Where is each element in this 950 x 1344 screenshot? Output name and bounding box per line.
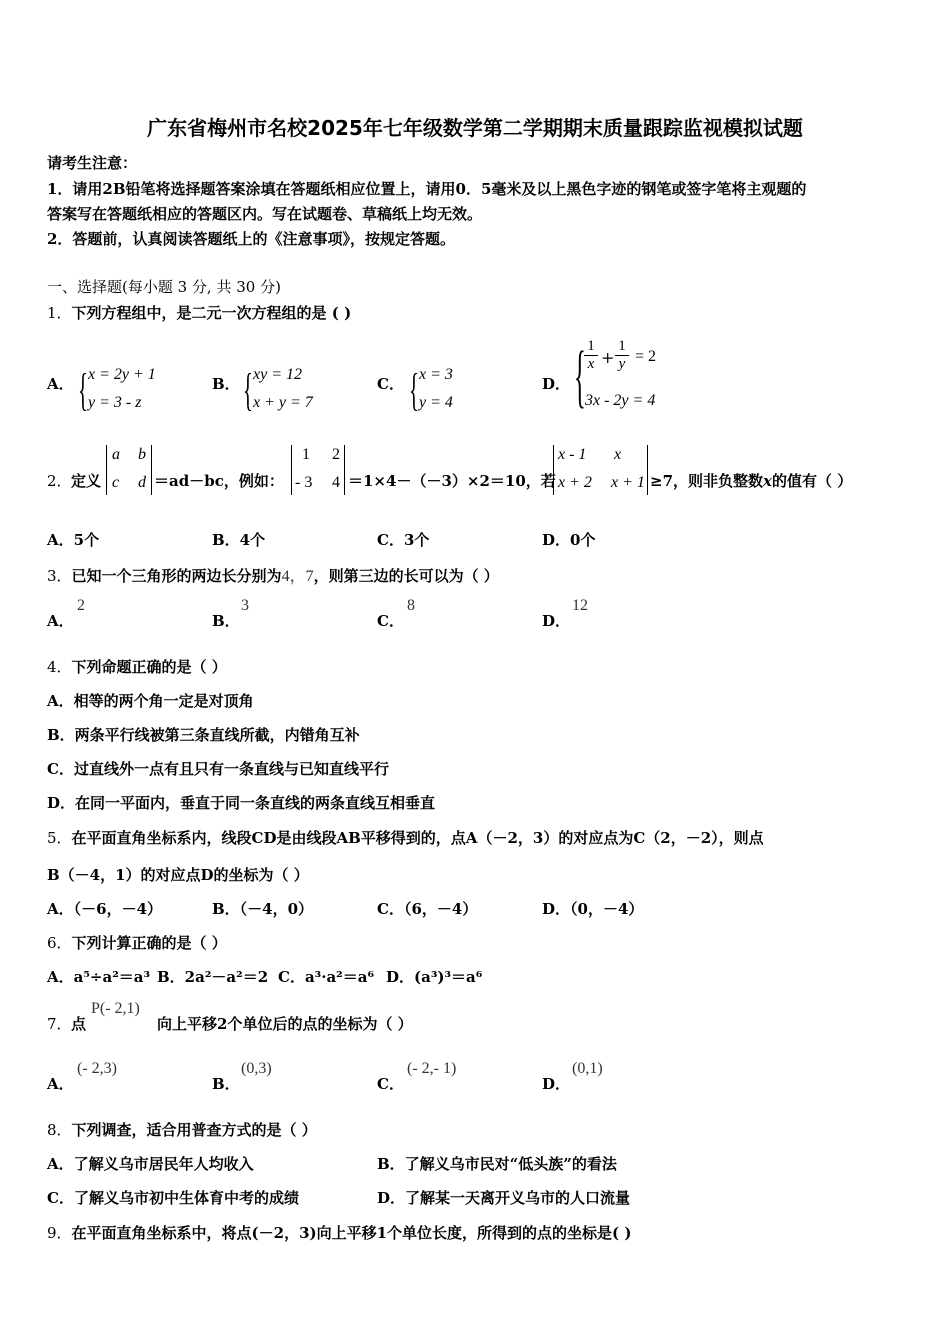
side-length: 4 (281, 568, 290, 585)
equation-row: y = 3 - z (88, 394, 142, 411)
question-4 (47, 656, 227, 677)
option-b: B．两条平行线被第三条直线所截，内错角互补 (47, 726, 360, 744)
option-b: B．（－4，0） (212, 900, 314, 918)
notice-line-3: 2．答题前，认真阅读答题纸上的《注意事项》，按规定答题。 (47, 230, 455, 248)
question-2-text: 定义 (71, 472, 102, 490)
question-9 (47, 1222, 631, 1243)
question-text: 下列调查，适合用普查方式的是（ ） (71, 1121, 317, 1139)
equation-row: y = 4 (419, 394, 453, 411)
question-number: 8． (47, 1121, 72, 1139)
option-a: A．（－6，－4） (47, 900, 163, 918)
notice-head: 请考生注意： (47, 154, 138, 172)
option-d: D．0个 (542, 531, 596, 549)
option-a-label: A． (47, 375, 74, 393)
option-c-label: C． (377, 375, 404, 393)
matrix-entry: x - 1 (558, 446, 587, 463)
determinant-condition (553, 445, 648, 495)
option-c: C．（6，－4） (377, 900, 478, 918)
question-6 (47, 932, 227, 953)
option-d-label: D． (542, 612, 571, 630)
option-b: B．4个 (212, 531, 266, 549)
question-2-text: ＝ad－bc，例如： (154, 472, 284, 490)
question-7-text: 向上平移2个单位后的点的坐标为（ ） (157, 1015, 413, 1033)
separator: ， (289, 568, 306, 585)
fraction (615, 338, 629, 373)
matrix-entry: 2 (332, 446, 340, 463)
question-2-number: 2． (47, 472, 72, 490)
option-b-label: B． (212, 375, 240, 393)
matrix-entry: b (138, 446, 146, 463)
side-length: 7 (305, 568, 314, 585)
option-d-label: D． (542, 1075, 571, 1093)
page-title: 广东省梅州市名校2025年七年级数学第二学期期末质量跟踪监视模拟试题 (147, 116, 803, 140)
option-c-label: C． (377, 612, 404, 630)
option-b: B．2a²－a²＝2 (157, 968, 269, 986)
question-number: 5． (47, 829, 72, 847)
option-b: B．了解义乌市民对“低头族”的看法 (377, 1155, 617, 1173)
plus-sign: + (601, 348, 615, 367)
matrix-entry: - 3 (295, 474, 313, 491)
option-a: A．相等的两个角一定是对顶角 (47, 692, 254, 710)
option-c-value: 8 (407, 597, 415, 614)
option-c-value: (- 2,- 1) (407, 1060, 457, 1077)
matrix-entry: a (112, 446, 120, 463)
question-number: 3． (47, 567, 72, 585)
option-a-value: (- 2,3) (77, 1060, 117, 1077)
notice-line-2: 答案写在答题纸相应的答题区内。写在试题卷、草稿纸上均无效。 (47, 205, 483, 223)
question-1 (47, 302, 351, 323)
option-d-value: 12 (572, 597, 588, 614)
matrix-entry: x (614, 446, 622, 463)
option-d: D．(a³)³＝a⁶ (386, 968, 483, 986)
option-c: C．3个 (377, 531, 430, 549)
option-d-label: D． (542, 375, 571, 393)
question-text: 下列命题正确的是（ ） (71, 658, 227, 676)
denominator: y (615, 355, 629, 373)
option-c-label: C． (377, 1075, 404, 1093)
equation-system-b: { xy = 12 x + y = 7 (243, 364, 313, 415)
point-p: P(- 2,1) (91, 1000, 140, 1017)
text-part: 的值有（ ） (771, 472, 853, 490)
question-5-line-2: B（－4，1）的对应点D的坐标为（ ） (47, 866, 309, 884)
question-text: 下列方程组中，是二元一次方程组的是 ( ) (71, 304, 352, 322)
question-5 (47, 827, 764, 848)
equation-row: xy = 12 (253, 366, 302, 383)
text-part: ≥7，则非负整数 (650, 472, 764, 490)
equation-row: x + y = 7 (253, 394, 313, 411)
option-d: D．在同一平面内，垂直于同一条直线的两条直线互相垂直 (47, 794, 436, 812)
question-7-text: 点 (71, 1015, 87, 1033)
determinant-example (291, 445, 345, 495)
option-c: C．a³·a²＝a⁶ (278, 968, 375, 986)
option-c: C．了解义乌市初中生体育中考的成绩 (47, 1189, 299, 1207)
question-8 (47, 1119, 317, 1140)
numerator: 1 (618, 338, 626, 354)
question-3 (47, 563, 499, 586)
question-number: 6． (47, 934, 72, 952)
option-a: A．了解义乌市居民年人均收入 (47, 1155, 254, 1173)
question-number: 1． (47, 304, 72, 322)
question-2-text (650, 470, 852, 491)
matrix-entry: 1 (302, 446, 310, 463)
question-number: 4． (47, 658, 72, 676)
matrix-entry: 4 (332, 474, 340, 491)
option-b-label: B． (212, 1075, 240, 1093)
matrix-entry: x + 1 (611, 474, 645, 491)
variable: x (763, 472, 772, 490)
option-a-value: 2 (77, 597, 85, 614)
option-a-label: A． (47, 1075, 74, 1093)
equation-system-a: { x = 2y + 1 y = 3 - z (78, 364, 156, 415)
question-text: 已知一个三角形的两边长分别为 (71, 567, 282, 585)
notice-line-1: 1．请用2B铅笔将选择题答案涂填在答题纸相应位置上，请用0．5毫米及以上黑色字迹的钢笔或签字笔将主观题的 (47, 180, 807, 198)
option-a: A．5个 (47, 531, 100, 549)
equation-row: x = 3 (419, 366, 453, 383)
option-a-label: A． (47, 612, 74, 630)
equation-system-c: { x = 3 y = 4 (409, 364, 453, 415)
question-7-number: 7． (47, 1015, 72, 1033)
section-heading: 一、选择题(每小题 3 分, 共 30 分) (47, 278, 281, 296)
determinant-definition (106, 445, 152, 495)
question-text: 下列计算正确的是（ ） (71, 934, 227, 952)
option-b-value: (0,3) (241, 1060, 272, 1077)
question-2-text: ＝1×4－（－3）×2＝10，若 (348, 472, 556, 490)
numerator: 1 (587, 338, 595, 354)
matrix-entry: c (112, 474, 120, 491)
brace-icon: { (574, 338, 586, 415)
question-number: 9． (47, 1224, 72, 1242)
option-d: D．了解某一天离开义乌市的人口流量 (377, 1189, 631, 1207)
denominator: x (584, 355, 598, 373)
option-a: A．a⁵÷a²＝a³ (47, 968, 151, 986)
equation-system-d (574, 338, 684, 416)
matrix-entry: x + 2 (558, 474, 592, 491)
option-c: C．过直线外一点有且只有一条直线与已知直线平行 (47, 760, 389, 778)
equation-rhs: = 2 (635, 348, 657, 365)
matrix-entry: d (138, 474, 146, 491)
fraction (584, 338, 598, 373)
equation-row: x = 2y + 1 (88, 366, 156, 383)
question-text: ，则第三边的长可以为（ ） (313, 567, 499, 585)
question-text: 在平面直角坐标系中，将点(－2，3)向上平移1个单位长度，所得到的点的坐标是( ) (71, 1224, 632, 1242)
question-text: 在平面直角坐标系内，线段CD是由线段AB平移得到的，点A（－2，3）的对应点为C（2，－2），则点 (71, 829, 764, 847)
option-d: D．（0，－4） (542, 900, 644, 918)
option-b-value: 3 (241, 597, 249, 614)
option-b-label: B． (212, 612, 240, 630)
equation-row: 3x - 2y = 4 (585, 392, 656, 409)
option-d-value: (0,1) (572, 1060, 603, 1077)
